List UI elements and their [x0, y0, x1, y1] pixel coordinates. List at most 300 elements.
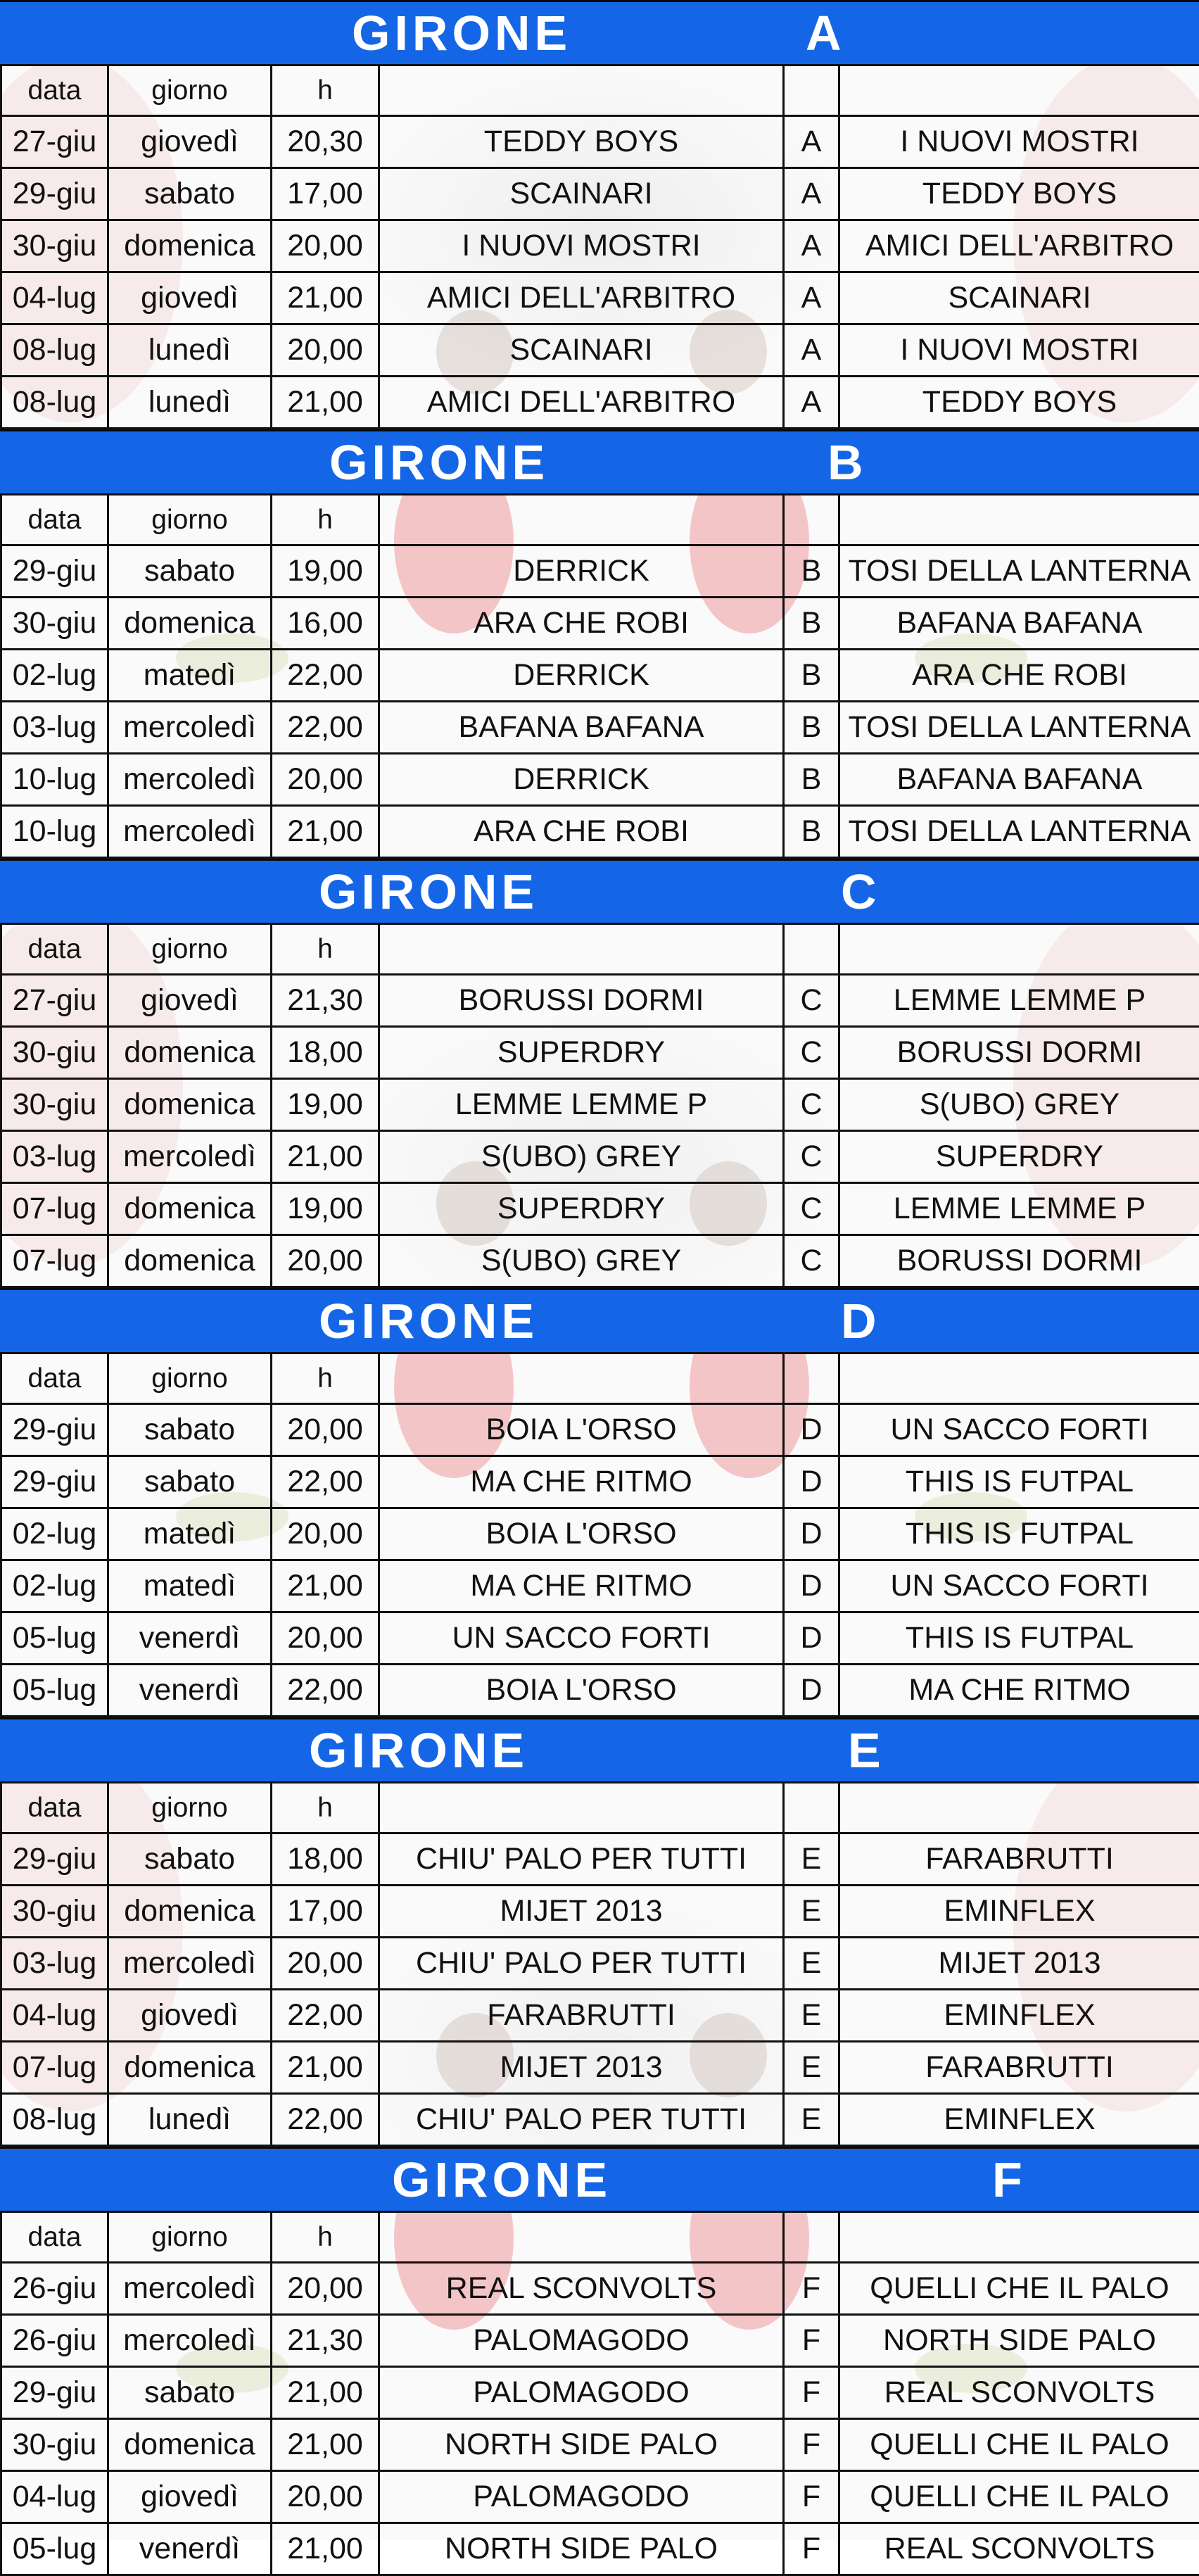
- match-time: 20,00: [272, 1508, 379, 1560]
- table-row: [1, 1560, 1199, 1612]
- away-team: REAL SCONVOLTS: [839, 2367, 1199, 2419]
- group-section: [0, 1288, 1199, 1717]
- home-team: DERRICK: [379, 545, 784, 598]
- header-blank: [379, 2212, 784, 2263]
- match-day: giovedì: [108, 272, 272, 324]
- away-team: BORUSSI DORMI: [839, 1027, 1199, 1079]
- header-blank: [379, 65, 784, 116]
- table-row: [1, 2419, 1199, 2471]
- match-date: 03-lug: [1, 702, 108, 754]
- table-row: [1, 2315, 1199, 2367]
- group-letter: C: [784, 1027, 839, 1079]
- group-banner: [0, 1717, 1199, 1781]
- group-banner-title: GIRONE: [319, 1290, 538, 1352]
- match-date: 02-lug: [1, 1508, 108, 1560]
- table-row: [1, 806, 1199, 858]
- header-day: giorno: [108, 924, 272, 975]
- group-section: [0, 0, 1199, 429]
- group-banner: [0, 2147, 1199, 2211]
- away-team: TOSI DELLA LANTERNA: [839, 806, 1199, 858]
- group-letter: A: [784, 324, 839, 377]
- match-time: 21,00: [272, 2419, 379, 2471]
- match-table: [0, 1352, 1199, 1717]
- group-letter: C: [784, 1131, 839, 1183]
- match-time: 20,00: [272, 1235, 379, 1287]
- group-letter: D: [784, 1665, 839, 1717]
- match-time: 20,00: [272, 2471, 379, 2523]
- away-team: MIJET 2013: [839, 1938, 1199, 1990]
- header-blank: [784, 924, 839, 975]
- home-team: BOIA L'ORSO: [379, 1508, 784, 1560]
- group-letter: E: [784, 1833, 839, 1886]
- group-letter: F: [784, 2315, 839, 2367]
- away-team: EMINFLEX: [839, 1990, 1199, 2042]
- match-table: [0, 64, 1199, 429]
- match-date: 29-giu: [1, 545, 108, 598]
- match-time: 22,00: [272, 2094, 379, 2146]
- group-banner: [0, 859, 1199, 923]
- header-date: data: [1, 65, 108, 116]
- home-team: FARABRUTTI: [379, 1990, 784, 2042]
- header-hour: h: [272, 2212, 379, 2263]
- match-day: venerdì: [108, 2523, 272, 2575]
- group-banner-letter: B: [827, 431, 868, 493]
- table-row: [1, 1079, 1199, 1131]
- match-time: 20,00: [272, 2263, 379, 2315]
- group-letter: B: [784, 754, 839, 806]
- table-row: [1, 1938, 1199, 1990]
- group-section: [0, 2147, 1199, 2576]
- match-time: 21,30: [272, 975, 379, 1027]
- group-section: [0, 429, 1199, 859]
- header-blank: [379, 1783, 784, 1833]
- away-team: EMINFLEX: [839, 2094, 1199, 2146]
- match-time: 22,00: [272, 650, 379, 702]
- header-day: giorno: [108, 2212, 272, 2263]
- table-row: [1, 272, 1199, 324]
- match-time: 17,00: [272, 1886, 379, 1938]
- header-hour: h: [272, 65, 379, 116]
- home-team: DERRICK: [379, 650, 784, 702]
- away-team: THIS IS FUTPAL: [839, 1612, 1199, 1665]
- table-row: [1, 1131, 1199, 1183]
- match-time: 21,00: [272, 806, 379, 858]
- home-team: ARA CHE ROBI: [379, 598, 784, 650]
- table-row: [1, 1235, 1199, 1287]
- match-date: 05-lug: [1, 1612, 108, 1665]
- table-header-row: [1, 65, 1199, 116]
- match-day: mercoledì: [108, 1938, 272, 1990]
- match-time: 17,00: [272, 168, 379, 220]
- group-letter: D: [784, 1612, 839, 1665]
- away-team: MA CHE RITMO: [839, 1665, 1199, 1717]
- group-letter: C: [784, 1079, 839, 1131]
- group-banner-letter: A: [806, 2, 846, 64]
- group-letter: D: [784, 1560, 839, 1612]
- home-team: UN SACCO FORTI: [379, 1612, 784, 1665]
- header-hour: h: [272, 924, 379, 975]
- match-time: 19,00: [272, 1079, 379, 1131]
- table-row: [1, 324, 1199, 377]
- table-row: [1, 545, 1199, 598]
- home-team: CHIU' PALO PER TUTTI: [379, 1833, 784, 1886]
- match-time: 22,00: [272, 702, 379, 754]
- table-header-row: [1, 495, 1199, 545]
- away-team: TEDDY BOYS: [839, 168, 1199, 220]
- match-date: 08-lug: [1, 377, 108, 429]
- away-team: EMINFLEX: [839, 1886, 1199, 1938]
- home-team: I NUOVI MOSTRI: [379, 220, 784, 272]
- group-letter: B: [784, 702, 839, 754]
- match-day: mercoledì: [108, 2315, 272, 2367]
- group-banner-title: GIRONE: [329, 431, 549, 493]
- group-letter: B: [784, 806, 839, 858]
- away-team: QUELLI CHE IL PALO: [839, 2419, 1199, 2471]
- match-date: 29-giu: [1, 168, 108, 220]
- home-team: SCAINARI: [379, 168, 784, 220]
- table-row: [1, 168, 1199, 220]
- group-letter: A: [784, 272, 839, 324]
- table-row: [1, 1508, 1199, 1560]
- group-section: [0, 1717, 1199, 2147]
- match-day: domenica: [108, 1886, 272, 1938]
- table-row: [1, 1886, 1199, 1938]
- away-team: SUPERDRY: [839, 1131, 1199, 1183]
- match-date: 07-lug: [1, 2042, 108, 2094]
- match-time: 18,00: [272, 1833, 379, 1886]
- header-date: data: [1, 924, 108, 975]
- match-date: 05-lug: [1, 1665, 108, 1717]
- home-team: MIJET 2013: [379, 2042, 784, 2094]
- match-time: 19,00: [272, 1183, 379, 1235]
- match-day: mercoledì: [108, 754, 272, 806]
- match-date: 04-lug: [1, 2471, 108, 2523]
- table-row: [1, 1404, 1199, 1456]
- home-team: NORTH SIDE PALO: [379, 2523, 784, 2575]
- match-date: 29-giu: [1, 1404, 108, 1456]
- match-day: lunedì: [108, 324, 272, 377]
- group-banner-title: GIRONE: [309, 1719, 528, 1781]
- away-team: BORUSSI DORMI: [839, 1235, 1199, 1287]
- match-day: venerdì: [108, 1665, 272, 1717]
- header-blank: [839, 1783, 1199, 1833]
- match-time: 20,00: [272, 1404, 379, 1456]
- match-date: 30-giu: [1, 598, 108, 650]
- match-date: 04-lug: [1, 272, 108, 324]
- match-date: 30-giu: [1, 2419, 108, 2471]
- group-letter: A: [784, 116, 839, 168]
- group-letter: F: [784, 2263, 839, 2315]
- table-row: [1, 1456, 1199, 1508]
- header-blank: [379, 495, 784, 545]
- table-row: [1, 1990, 1199, 2042]
- match-day: mercoledì: [108, 702, 272, 754]
- match-date: 27-giu: [1, 975, 108, 1027]
- match-time: 21,00: [272, 2367, 379, 2419]
- group-letter: C: [784, 1235, 839, 1287]
- match-time: 20,00: [272, 754, 379, 806]
- table-header-row: [1, 1783, 1199, 1833]
- header-blank: [784, 1353, 839, 1404]
- table-header-row: [1, 924, 1199, 975]
- match-day: giovedì: [108, 116, 272, 168]
- header-blank: [784, 65, 839, 116]
- match-date: 10-lug: [1, 754, 108, 806]
- match-date: 05-lug: [1, 2523, 108, 2575]
- match-time: 19,00: [272, 545, 379, 598]
- match-date: 30-giu: [1, 1886, 108, 1938]
- away-team: THIS IS FUTPAL: [839, 1508, 1199, 1560]
- group-letter: E: [784, 1886, 839, 1938]
- away-team: FARABRUTTI: [839, 2042, 1199, 2094]
- match-time: 20,00: [272, 324, 379, 377]
- home-team: BORUSSI DORMI: [379, 975, 784, 1027]
- match-day: domenica: [108, 2419, 272, 2471]
- match-time: 22,00: [272, 1665, 379, 1717]
- away-team: TOSI DELLA LANTERNA: [839, 702, 1199, 754]
- match-time: 21,00: [272, 2042, 379, 2094]
- match-date: 27-giu: [1, 116, 108, 168]
- table-row: [1, 2263, 1199, 2315]
- group-letter: B: [784, 650, 839, 702]
- header-date: data: [1, 495, 108, 545]
- away-team: SCAINARI: [839, 272, 1199, 324]
- match-date: 10-lug: [1, 806, 108, 858]
- header-day: giorno: [108, 1353, 272, 1404]
- match-day: sabato: [108, 545, 272, 598]
- match-table: [0, 923, 1199, 1288]
- match-day: matedì: [108, 1508, 272, 1560]
- match-day: sabato: [108, 1404, 272, 1456]
- header-blank: [784, 1783, 839, 1833]
- group-letter: A: [784, 168, 839, 220]
- away-team: FARABRUTTI: [839, 1833, 1199, 1886]
- match-day: sabato: [108, 168, 272, 220]
- group-letter: C: [784, 975, 839, 1027]
- table-row: [1, 650, 1199, 702]
- away-team: REAL SCONVOLTS: [839, 2523, 1199, 2575]
- match-time: 21,00: [272, 2523, 379, 2575]
- match-day: mercoledì: [108, 1131, 272, 1183]
- away-team: S(UBO) GREY: [839, 1079, 1199, 1131]
- header-hour: h: [272, 1783, 379, 1833]
- home-team: CHIU' PALO PER TUTTI: [379, 1938, 784, 1990]
- home-team: MIJET 2013: [379, 1886, 784, 1938]
- group-section: [0, 859, 1199, 1288]
- home-team: CHIU' PALO PER TUTTI: [379, 2094, 784, 2146]
- header-blank: [379, 924, 784, 975]
- header-blank: [839, 65, 1199, 116]
- table-row: [1, 377, 1199, 429]
- home-team: AMICI DELL'ARBITRO: [379, 377, 784, 429]
- match-date: 26-giu: [1, 2315, 108, 2367]
- header-blank: [784, 495, 839, 545]
- away-team: UN SACCO FORTI: [839, 1404, 1199, 1456]
- group-letter: F: [784, 2419, 839, 2471]
- match-day: venerdì: [108, 1612, 272, 1665]
- header-blank: [379, 1353, 784, 1404]
- group-letter: C: [784, 1183, 839, 1235]
- home-team: MA CHE RITMO: [379, 1456, 784, 1508]
- table-row: [1, 754, 1199, 806]
- table-row: [1, 1612, 1199, 1665]
- group-letter: B: [784, 598, 839, 650]
- table-header-row: [1, 2212, 1199, 2263]
- home-team: PALOMAGODO: [379, 2315, 784, 2367]
- match-day: giovedì: [108, 1990, 272, 2042]
- match-date: 03-lug: [1, 1131, 108, 1183]
- match-day: giovedì: [108, 2471, 272, 2523]
- match-date: 30-giu: [1, 220, 108, 272]
- away-team: I NUOVI MOSTRI: [839, 116, 1199, 168]
- home-team: ARA CHE ROBI: [379, 806, 784, 858]
- group-letter: F: [784, 2523, 839, 2575]
- header-blank: [839, 1353, 1199, 1404]
- match-date: 03-lug: [1, 1938, 108, 1990]
- match-date: 30-giu: [1, 1079, 108, 1131]
- group-letter: D: [784, 1456, 839, 1508]
- away-team: LEMME LEMME P: [839, 1183, 1199, 1235]
- match-date: 30-giu: [1, 1027, 108, 1079]
- home-team: REAL SCONVOLTS: [379, 2263, 784, 2315]
- group-banner: [0, 0, 1199, 64]
- home-team: SCAINARI: [379, 324, 784, 377]
- match-date: 29-giu: [1, 2367, 108, 2419]
- match-date: 02-lug: [1, 650, 108, 702]
- match-time: 21,00: [272, 1131, 379, 1183]
- match-time: 21,30: [272, 2315, 379, 2367]
- table-header-row: [1, 1353, 1199, 1404]
- home-team: MA CHE RITMO: [379, 1560, 784, 1612]
- table-row: [1, 116, 1199, 168]
- match-date: 08-lug: [1, 324, 108, 377]
- away-team: I NUOVI MOSTRI: [839, 324, 1199, 377]
- match-time: 21,00: [272, 377, 379, 429]
- match-day: domenica: [108, 598, 272, 650]
- table-row: [1, 1183, 1199, 1235]
- home-team: DERRICK: [379, 754, 784, 806]
- match-date: 07-lug: [1, 1235, 108, 1287]
- match-table: [0, 2211, 1199, 2576]
- group-banner: [0, 1288, 1199, 1352]
- table-row: [1, 2523, 1199, 2575]
- home-team: BOIA L'ORSO: [379, 1404, 784, 1456]
- match-time: 22,00: [272, 1456, 379, 1508]
- away-team: QUELLI CHE IL PALO: [839, 2263, 1199, 2315]
- group-banner-letter: C: [841, 861, 881, 923]
- away-team: UN SACCO FORTI: [839, 1560, 1199, 1612]
- group-letter: A: [784, 220, 839, 272]
- home-team: LEMME LEMME P: [379, 1079, 784, 1131]
- table-row: [1, 1027, 1199, 1079]
- table-row: [1, 1665, 1199, 1717]
- match-day: domenica: [108, 220, 272, 272]
- group-letter: E: [784, 2094, 839, 2146]
- group-letter: F: [784, 2471, 839, 2523]
- match-day: domenica: [108, 2042, 272, 2094]
- group-letter: A: [784, 377, 839, 429]
- match-day: mercoledì: [108, 806, 272, 858]
- match-date: 29-giu: [1, 1456, 108, 1508]
- header-blank: [839, 924, 1199, 975]
- away-team: AMICI DELL'ARBITRO: [839, 220, 1199, 272]
- home-team: AMICI DELL'ARBITRO: [379, 272, 784, 324]
- group-letter: E: [784, 1938, 839, 1990]
- match-time: 20,00: [272, 220, 379, 272]
- group-letter: D: [784, 1404, 839, 1456]
- header-date: data: [1, 2212, 108, 2263]
- match-day: lunedì: [108, 377, 272, 429]
- header-date: data: [1, 1353, 108, 1404]
- header-hour: h: [272, 1353, 379, 1404]
- match-table: [0, 493, 1199, 859]
- match-date: 26-giu: [1, 2263, 108, 2315]
- group-banner-letter: E: [848, 1719, 885, 1781]
- match-date: 02-lug: [1, 1560, 108, 1612]
- group-letter: B: [784, 545, 839, 598]
- match-day: sabato: [108, 1456, 272, 1508]
- match-time: 16,00: [272, 598, 379, 650]
- away-team: TEDDY BOYS: [839, 377, 1199, 429]
- header-blank: [784, 2212, 839, 2263]
- header-day: giorno: [108, 495, 272, 545]
- away-team: THIS IS FUTPAL: [839, 1456, 1199, 1508]
- match-time: 21,00: [272, 272, 379, 324]
- table-row: [1, 2367, 1199, 2419]
- header-day: giorno: [108, 65, 272, 116]
- home-team: S(UBO) GREY: [379, 1131, 784, 1183]
- match-day: matedì: [108, 1560, 272, 1612]
- header-blank: [839, 495, 1199, 545]
- match-date: 29-giu: [1, 1833, 108, 1886]
- match-day: domenica: [108, 1235, 272, 1287]
- home-team: SUPERDRY: [379, 1183, 784, 1235]
- away-team: NORTH SIDE PALO: [839, 2315, 1199, 2367]
- match-date: 04-lug: [1, 1990, 108, 2042]
- group-letter: E: [784, 2042, 839, 2094]
- home-team: SUPERDRY: [379, 1027, 784, 1079]
- match-day: domenica: [108, 1027, 272, 1079]
- table-row: [1, 2042, 1199, 2094]
- away-team: QUELLI CHE IL PALO: [839, 2471, 1199, 2523]
- away-team: BAFANA BAFANA: [839, 598, 1199, 650]
- match-day: giovedì: [108, 975, 272, 1027]
- away-team: ARA CHE ROBI: [839, 650, 1199, 702]
- home-team: PALOMAGODO: [379, 2367, 784, 2419]
- match-day: domenica: [108, 1183, 272, 1235]
- header-day: giorno: [108, 1783, 272, 1833]
- group-banner-title: GIRONE: [319, 861, 538, 923]
- match-time: 21,00: [272, 1560, 379, 1612]
- match-day: matedì: [108, 650, 272, 702]
- group-letter: D: [784, 1508, 839, 1560]
- group-letter: E: [784, 1990, 839, 2042]
- table-row: [1, 975, 1199, 1027]
- match-day: sabato: [108, 1833, 272, 1886]
- group-letter: F: [784, 2367, 839, 2419]
- home-team: TEDDY BOYS: [379, 116, 784, 168]
- match-day: mercoledì: [108, 2263, 272, 2315]
- match-time: 20,30: [272, 116, 379, 168]
- match-date: 07-lug: [1, 1183, 108, 1235]
- home-team: BOIA L'ORSO: [379, 1665, 784, 1717]
- home-team: PALOMAGODO: [379, 2471, 784, 2523]
- table-row: [1, 2471, 1199, 2523]
- table-row: [1, 220, 1199, 272]
- match-day: sabato: [108, 2367, 272, 2419]
- away-team: LEMME LEMME P: [839, 975, 1199, 1027]
- match-table: [0, 1781, 1199, 2147]
